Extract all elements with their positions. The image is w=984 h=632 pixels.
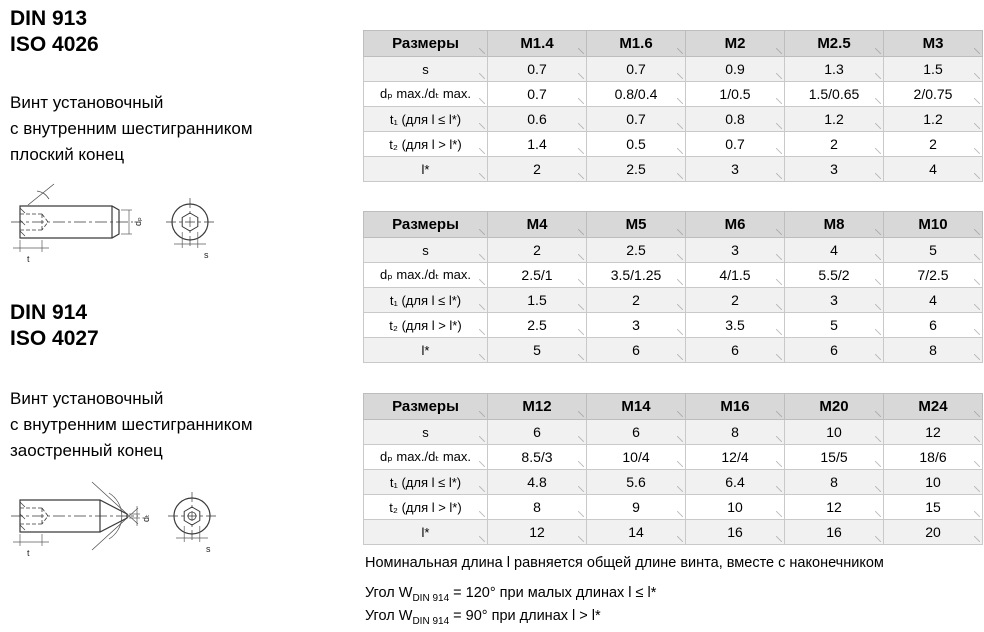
value-cell: 0.7 <box>488 82 587 107</box>
value-cell: 0.7 <box>488 57 587 82</box>
value-cell: 8.5/3 <box>488 445 587 470</box>
value-cell: 5 <box>884 238 983 263</box>
value-cell: 4 <box>785 238 884 263</box>
din914-technical-drawing <box>6 476 238 568</box>
value-cell: 10 <box>686 495 785 520</box>
header-row <box>364 394 983 420</box>
value-cell: 14 <box>587 520 686 545</box>
value-cell: 4 <box>884 157 983 182</box>
standard-heading-din914 <box>10 300 99 352</box>
header-row <box>364 31 983 57</box>
value-cell: 6 <box>488 420 587 445</box>
right-column <box>363 0 984 628</box>
value-cell: 2.5 <box>488 313 587 338</box>
size-column-header: M8 <box>785 212 884 238</box>
note-angle-120 <box>365 583 656 609</box>
note-nominal-length: Номинальная длина l равняется общей длине винта, вместе с наконечником <box>365 555 884 571</box>
spec-row <box>364 82 983 107</box>
iso-number: ISO 4027 <box>10 327 99 350</box>
description-line: с внутренним шестигранником <box>10 415 253 434</box>
description-line: плоский конец <box>10 145 125 164</box>
value-cell: 5.6 <box>587 470 686 495</box>
row-label-cell: t₁ (для l ≤ l*) <box>364 470 488 495</box>
spec-row <box>364 420 983 445</box>
value-cell: 8 <box>488 495 587 520</box>
value-cell: 2.5 <box>587 238 686 263</box>
row-label-cell: dₚ max./dₜ max. <box>364 263 488 288</box>
value-cell: 1.4 <box>488 132 587 157</box>
description-din913 <box>10 90 253 168</box>
value-cell: 2 <box>587 288 686 313</box>
value-cell: 2 <box>488 157 587 182</box>
row-label-cell: dₚ max./dₜ max. <box>364 445 488 470</box>
row-label-cell: t₁ (для l ≤ l*) <box>364 107 488 132</box>
value-cell: 5.5/2 <box>785 263 884 288</box>
value-cell: 8 <box>884 338 983 363</box>
size-column-header: M14 <box>587 394 686 420</box>
din-number: DIN 913 <box>10 7 88 30</box>
iso-number: ISO 4026 <box>10 33 99 56</box>
din913-technical-drawing <box>6 182 238 274</box>
value-cell: 18/6 <box>884 445 983 470</box>
value-cell: 1/0.5 <box>686 82 785 107</box>
spec-row <box>364 313 983 338</box>
size-column-header: M16 <box>686 394 785 420</box>
value-cell: 12 <box>488 520 587 545</box>
description-din914 <box>10 386 253 464</box>
value-cell: 4 <box>884 288 983 313</box>
dim-label-t: t <box>27 548 30 558</box>
row-label-cell: t₁ (для l ≤ l*) <box>364 288 488 313</box>
value-cell: 2 <box>884 132 983 157</box>
spec-row <box>364 57 983 82</box>
value-cell: 3 <box>686 238 785 263</box>
value-cell: 3 <box>587 313 686 338</box>
value-cell: 3 <box>785 288 884 313</box>
value-cell: 3 <box>686 157 785 182</box>
note-text: Угол W <box>365 608 413 624</box>
note-subscript: DIN 914 <box>412 615 450 627</box>
row-label-cell: s <box>364 238 488 263</box>
size-column-header: M10 <box>884 212 983 238</box>
size-column-header: M5 <box>587 212 686 238</box>
value-cell: 2.5/1 <box>488 263 587 288</box>
value-cell: 8 <box>686 420 785 445</box>
value-cell: 6 <box>785 338 884 363</box>
row-label-cell: s <box>364 57 488 82</box>
value-cell: 9 <box>587 495 686 520</box>
value-cell: 2.5 <box>587 157 686 182</box>
value-cell: 5 <box>488 338 587 363</box>
spec-table-m1_4-m3 <box>363 30 983 182</box>
value-cell: 2/0.75 <box>884 82 983 107</box>
value-cell: 3 <box>785 157 884 182</box>
size-column-header: M12 <box>488 394 587 420</box>
description-line: заостренный конец <box>10 441 163 460</box>
value-cell: 0.6 <box>488 107 587 132</box>
value-cell: 7/2.5 <box>884 263 983 288</box>
dim-label-dt: dₜ <box>141 514 151 522</box>
left-column <box>0 0 360 628</box>
description-line: Винт установочный <box>10 389 164 408</box>
row-label-cell: s <box>364 420 488 445</box>
value-cell: 12 <box>884 420 983 445</box>
dimensions-header: Размеры <box>364 394 488 420</box>
value-cell: 10 <box>785 420 884 445</box>
value-cell: 16 <box>785 520 884 545</box>
value-cell: 4.8 <box>488 470 587 495</box>
value-cell: 20 <box>884 520 983 545</box>
spec-row <box>364 338 983 363</box>
value-cell: 3.5 <box>686 313 785 338</box>
size-column-header: M1.4 <box>488 31 587 57</box>
spec-table-m4-m10 <box>363 211 983 363</box>
header-row <box>364 212 983 238</box>
value-cell: 16 <box>686 520 785 545</box>
value-cell: 12 <box>785 495 884 520</box>
size-column-header: M24 <box>884 394 983 420</box>
value-cell: 0.5 <box>587 132 686 157</box>
row-label-cell: dₚ max./dₜ max. <box>364 82 488 107</box>
value-cell: 6 <box>587 338 686 363</box>
value-cell: 6 <box>686 338 785 363</box>
value-cell: 10/4 <box>587 445 686 470</box>
value-cell: 2 <box>785 132 884 157</box>
value-cell: 12/4 <box>686 445 785 470</box>
spec-row <box>364 107 983 132</box>
size-column-header: M6 <box>686 212 785 238</box>
value-cell: 5 <box>785 313 884 338</box>
spec-row <box>364 520 983 545</box>
value-cell: 6 <box>587 420 686 445</box>
value-cell: 4/1.5 <box>686 263 785 288</box>
spec-row <box>364 470 983 495</box>
value-cell: 1.2 <box>785 107 884 132</box>
dimensions-header: Размеры <box>364 31 488 57</box>
value-cell: 15 <box>884 495 983 520</box>
dim-label-dp: dₚ <box>133 217 143 226</box>
row-label-cell: l* <box>364 338 488 363</box>
value-cell: 1.2 <box>884 107 983 132</box>
value-cell: 0.7 <box>587 107 686 132</box>
spec-row <box>364 288 983 313</box>
value-cell: 3.5/1.25 <box>587 263 686 288</box>
size-column-header: M1.6 <box>587 31 686 57</box>
value-cell: 10 <box>884 470 983 495</box>
row-label-cell: l* <box>364 520 488 545</box>
value-cell: 1.5/0.65 <box>785 82 884 107</box>
value-cell: 0.9 <box>686 57 785 82</box>
note-subscript: DIN 914 <box>412 592 450 604</box>
dim-label-t: t <box>27 254 30 264</box>
spec-row <box>364 495 983 520</box>
spec-row <box>364 238 983 263</box>
description-line: с внутренним шестигранником <box>10 119 253 138</box>
note-angle-90 <box>365 606 601 632</box>
value-cell: 1.5 <box>488 288 587 313</box>
value-cell: 0.8/0.4 <box>587 82 686 107</box>
value-cell: 0.8 <box>686 107 785 132</box>
note-text: = 120° при малых длинах l ≤ l* <box>449 585 657 601</box>
value-cell: 0.7 <box>686 132 785 157</box>
row-label-cell: l* <box>364 157 488 182</box>
size-column-header: M20 <box>785 394 884 420</box>
size-column-header: M2 <box>686 31 785 57</box>
size-column-header: M4 <box>488 212 587 238</box>
value-cell: 0.7 <box>587 57 686 82</box>
row-label-cell: t₂ (для l > l*) <box>364 132 488 157</box>
dim-label-s: s <box>204 250 209 260</box>
spec-row <box>364 157 983 182</box>
spec-row <box>364 132 983 157</box>
value-cell: 1.5 <box>884 57 983 82</box>
dim-label-s: s <box>206 544 211 554</box>
spec-row <box>364 263 983 288</box>
size-column-header: M3 <box>884 31 983 57</box>
value-cell: 1.3 <box>785 57 884 82</box>
value-cell: 6 <box>884 313 983 338</box>
note-text: = 90° при длинах l > l* <box>449 608 601 624</box>
value-cell: 8 <box>785 470 884 495</box>
spec-row <box>364 445 983 470</box>
standard-heading-din913 <box>10 6 99 58</box>
din-number: DIN 914 <box>10 301 88 324</box>
value-cell: 2 <box>686 288 785 313</box>
row-label-cell: t₂ (для l > l*) <box>364 313 488 338</box>
dimensions-header: Размеры <box>364 212 488 238</box>
value-cell: 15/5 <box>785 445 884 470</box>
value-cell: 6.4 <box>686 470 785 495</box>
note-text: Угол W <box>365 585 413 601</box>
row-label-cell: t₂ (для l > l*) <box>364 495 488 520</box>
spec-table-m12-m24 <box>363 393 983 545</box>
value-cell: 2 <box>488 238 587 263</box>
size-column-header: M2.5 <box>785 31 884 57</box>
description-line: Винт установочный <box>10 93 164 112</box>
